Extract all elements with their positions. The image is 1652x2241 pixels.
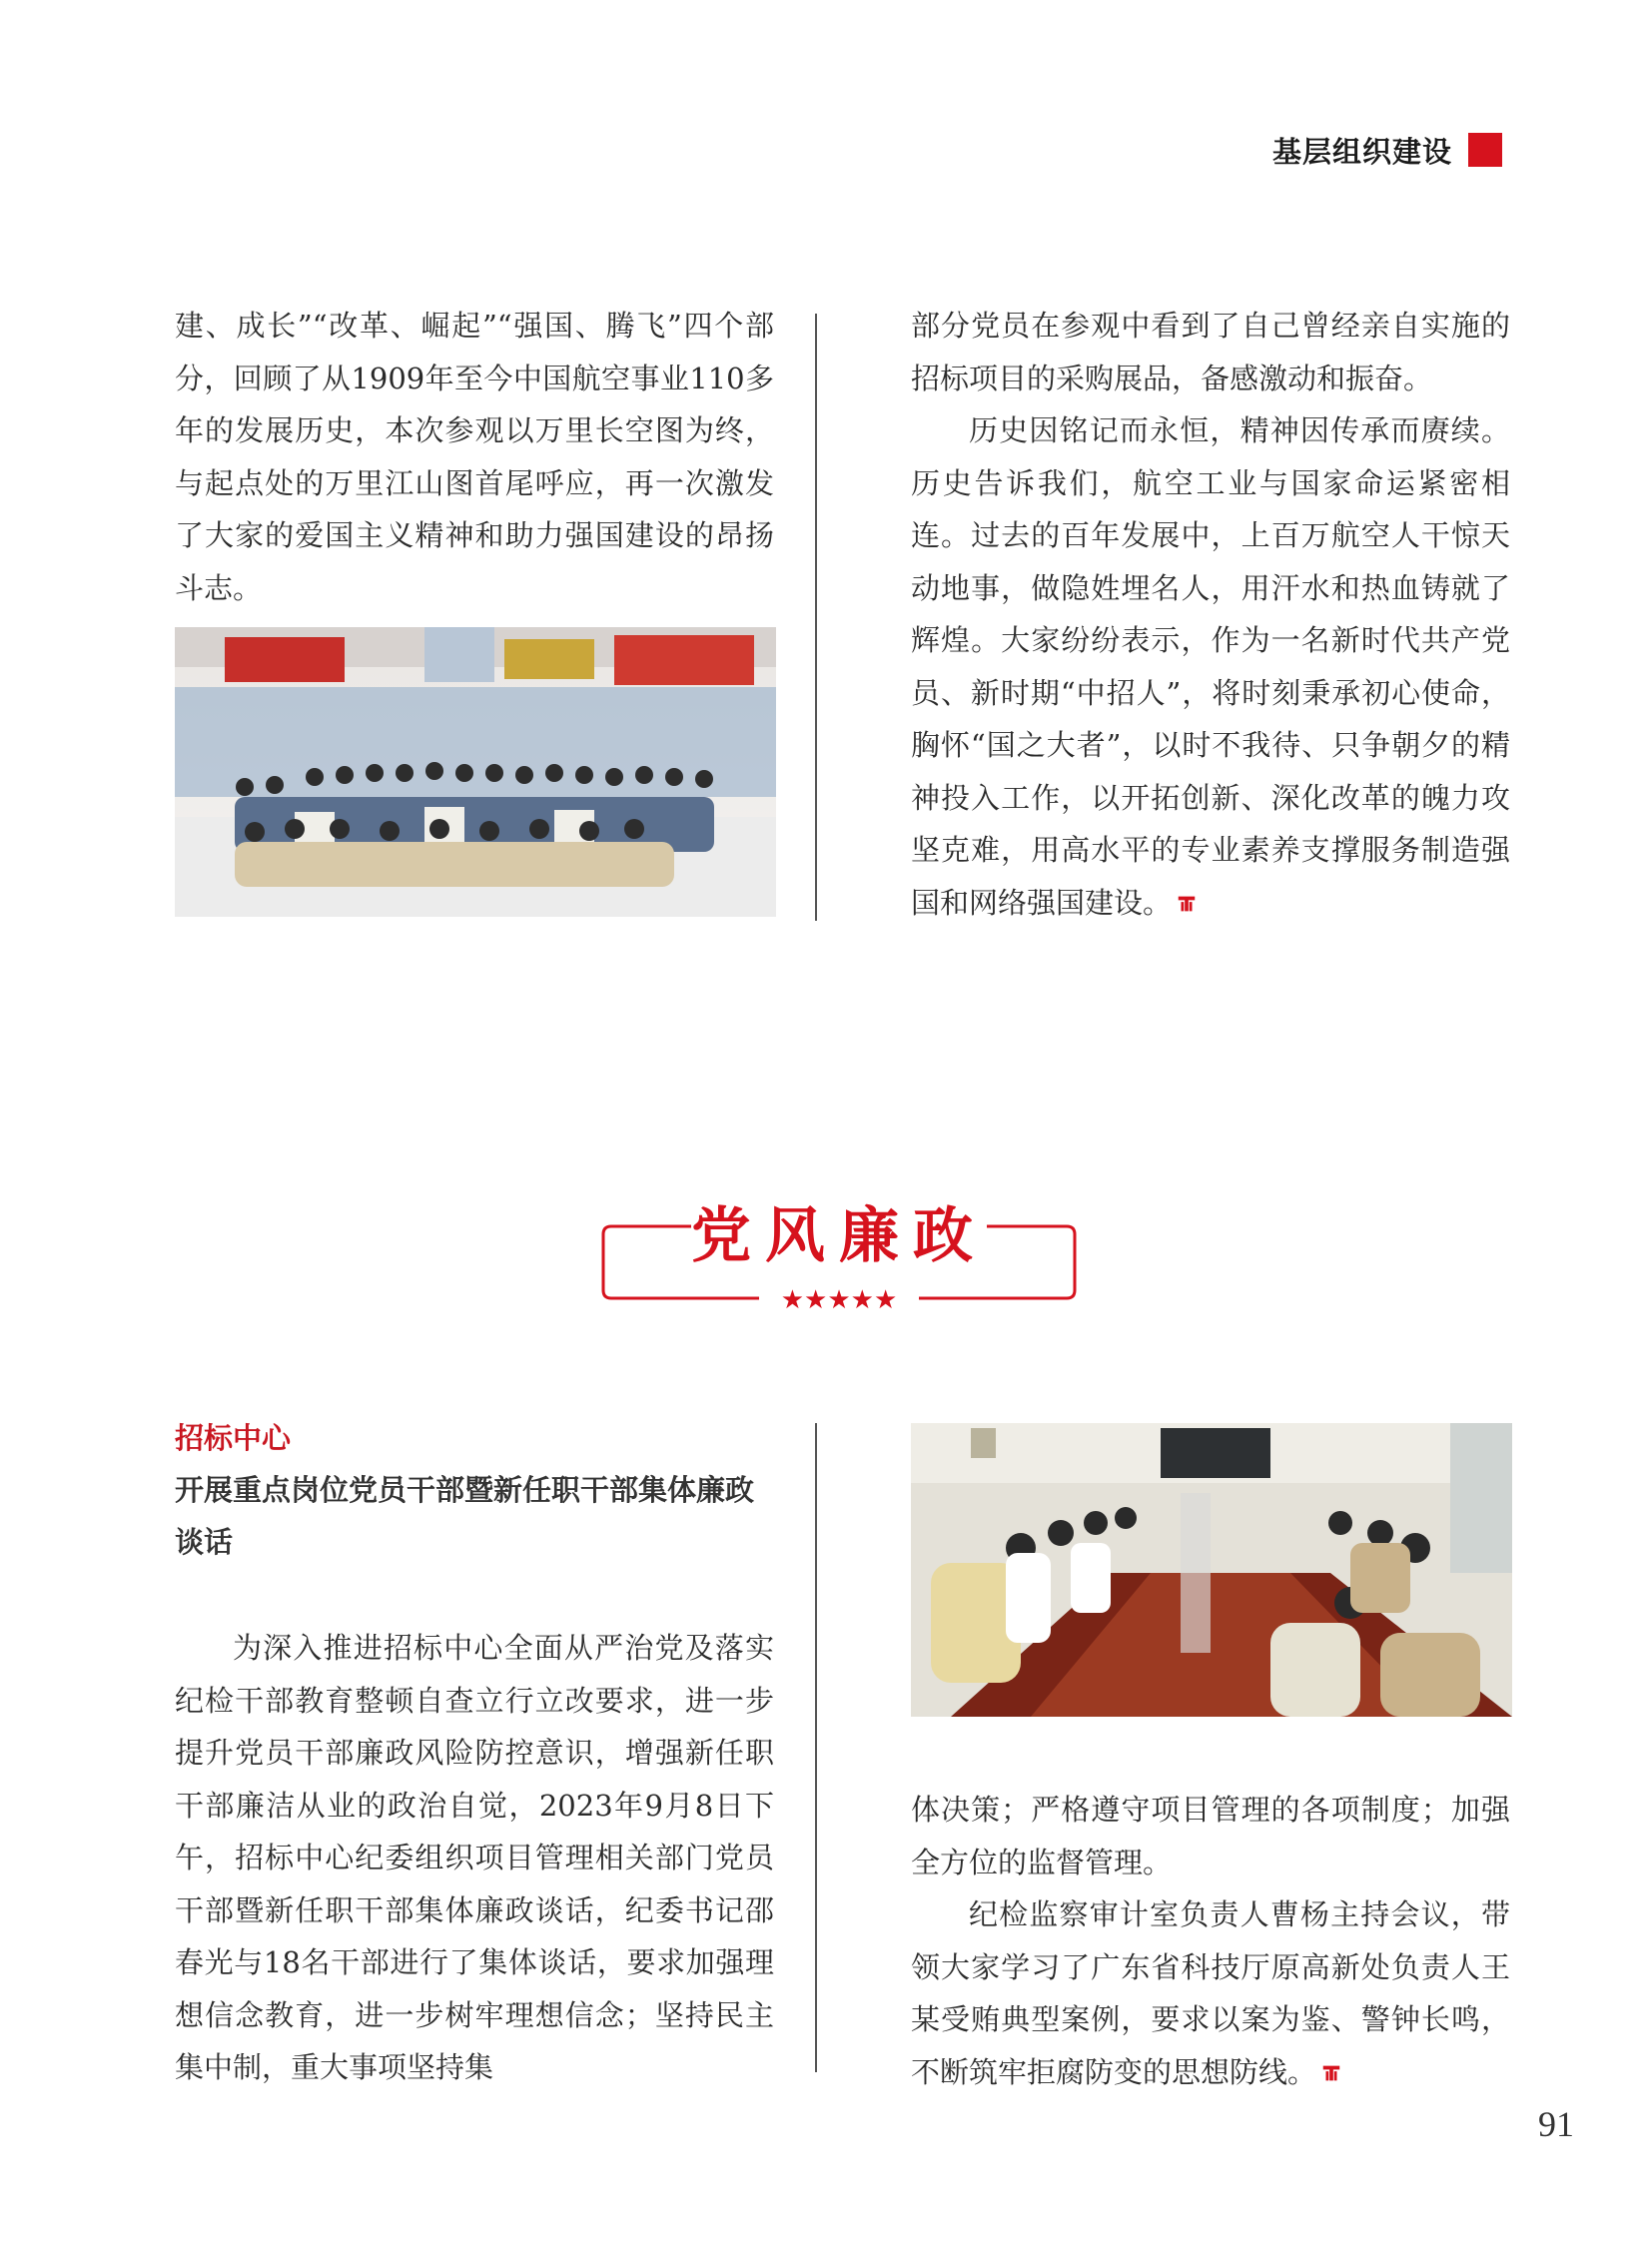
end-mark-icon — [1176, 893, 1198, 915]
top-right-paragraph-2: 历史因铭记而永恒，精神因传承而赓续。历史告诉我们，航空工业与国家命运紧密相连。过去的百年发展中，上百万航空人干惊天动地事，做隐姓埋名人，用汗水和热血铸就了辉煌。大家纷纷表示，作为一名新时代共产党员、新时期“中招人”，将时刻秉承初心使命，胸怀“国之大者”，以时不我待、只争朝夕的精神投入工作，以开拓创新、深化改革的魄力攻坚克难，用高水平的专业素养支撑服务制造强国和网络强国建设。 — [911, 413, 1510, 920]
header-red-block — [1468, 133, 1502, 167]
article-right-paragraph-1: 体决策；严格遵守项目管理的各项制度；加强全方位的监督管理。 — [911, 1793, 1510, 1879]
article-title: 开展重点岗位党员干部暨新任职干部集体廉政谈话 — [175, 1473, 755, 1559]
top-right-paragraph-1: 部分党员在参观中看到了自己曾经亲自实施的招标项目的采购展品，备感激动和振奋。 — [911, 309, 1510, 395]
top-right-column — [911, 300, 1510, 929]
top-left-column — [175, 300, 774, 614]
end-mark-icon — [1320, 2062, 1342, 2084]
group-photo — [175, 627, 776, 917]
top-left-paragraph: 建、成长”“改革、崛起”“强国、腾飞”四个部分，回顾了从1909年至今中国航空事业110多年的发展历史，本次参观以万里长空图为终，与起点处的万里江山图首尾呼应，再一次激发了大家的爱国主义精神和助力强国建设的昂扬斗志。 — [175, 309, 774, 605]
top-column-divider — [815, 314, 817, 921]
group-photo-image — [175, 627, 776, 917]
article-left-paragraph: 为深入推进招标中心全面从严治党及落实纪检干部教育整顿自查立行立改要求，进一步提升党员干部廉政风险防控意识，增强新任职干部廉洁从业的政治自觉，2023年9月8日下午，招标中心纪委组织项目管理相关部门党员干部暨新任职干部集体廉政谈话，纪委书记邵春光与18名干部进行了集体谈话，要求加强理想信念教育，进一步树牢理想信念；坚持民主集中制，重大事项坚持集 — [175, 1631, 774, 2084]
bottom-right-column — [911, 1784, 1510, 2098]
meeting-photo — [911, 1423, 1512, 1717]
meeting-photo-image — [911, 1423, 1512, 1717]
banner-stars: ★★★★★ — [780, 1285, 898, 1315]
running-header — [1272, 132, 1502, 168]
bottom-left-column — [175, 1622, 774, 2094]
section-title: 党风廉政 — [691, 1201, 987, 1271]
article-tag: 招标中心 — [175, 1421, 292, 1455]
header-title: 基层组织建设 — [1271, 134, 1452, 169]
bottom-column-divider — [815, 1423, 817, 2072]
article-right-paragraph-2: 纪检监察审计室负责人曹杨主持会议，带领大家学习了广东省科技厅原高新处负责人王某受贿典型案例，要求以案为鉴、警钟长鸣，不断筑牢拒腐防变的思想防线。 — [911, 1897, 1510, 2089]
page-number: 91 — [1538, 2104, 1574, 2144]
section-banner — [599, 1188, 1079, 1318]
